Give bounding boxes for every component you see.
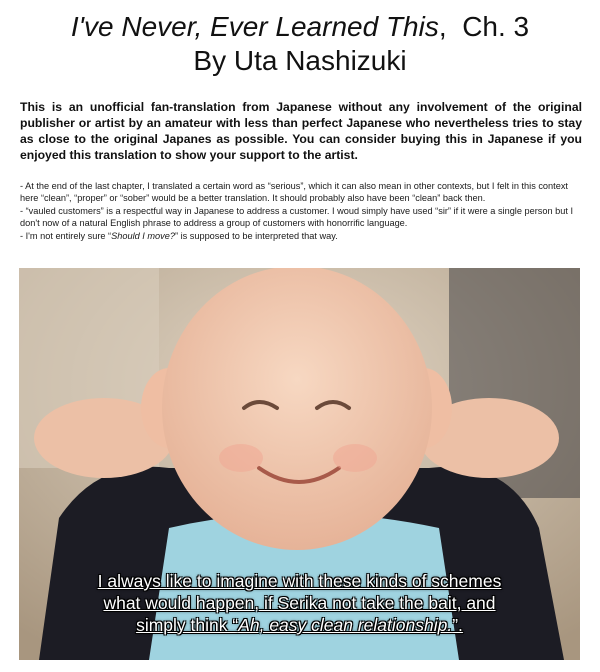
photo-caption	[19, 570, 580, 636]
note-item	[20, 230, 585, 242]
caption-text: ”.	[452, 615, 463, 635]
baby-photo	[19, 268, 580, 660]
baby-head	[162, 268, 432, 550]
page-title	[0, 10, 600, 44]
work-title: I've Never, Ever Learned This	[70, 11, 439, 42]
note-emphasis: Should I move?	[111, 230, 175, 241]
author-byline: By Uta Nashizuki	[193, 45, 407, 76]
title-separator: ,	[438, 11, 447, 42]
translator-notes	[20, 180, 585, 242]
caption-line: I always like to imagine with these kinds of schemes	[97, 571, 502, 591]
note-text: ” is supposed to be interpreted that way.	[174, 230, 338, 241]
right-cheek	[333, 444, 377, 472]
caption-line	[19, 614, 580, 636]
note-item: - “vauled customers” is a respectful way in Japanese to address a customer. I woud simply have used “sir” if it were a single person but I don't now of a natural English phrase to address a group of customers with honorrific language.	[20, 205, 574, 229]
chapter-label: Ch. 3	[462, 11, 530, 42]
caption-emphasis: Ah, easy clean relationship.	[238, 615, 453, 635]
disclaimer-text: This is an unofficial fan-translation from Japanese without any involvement of the original publisher or artist by an amateur with less than perfect Japanese who nevertheless tries to stay as close to the original Japanes as possible. You can consider buying this in Japanese if you enjoyed this translation to show your support to the artist.	[20, 100, 582, 162]
caption-text: simply think “	[136, 615, 239, 635]
header	[0, 10, 600, 78]
note-text: - I'm not entirely sure “	[20, 230, 112, 241]
note-item: - At the end of the last chapter, I translated a certain word as “serious”, which it can also mean in other contexts, but I felt in this context here “clean”, “proper” or “sober” would be a better translation. It should probably also have been “clean” back then.	[20, 181, 568, 204]
caption-line: what would happen, if Serika not take the bait, and	[103, 593, 496, 613]
left-cheek	[219, 444, 263, 472]
